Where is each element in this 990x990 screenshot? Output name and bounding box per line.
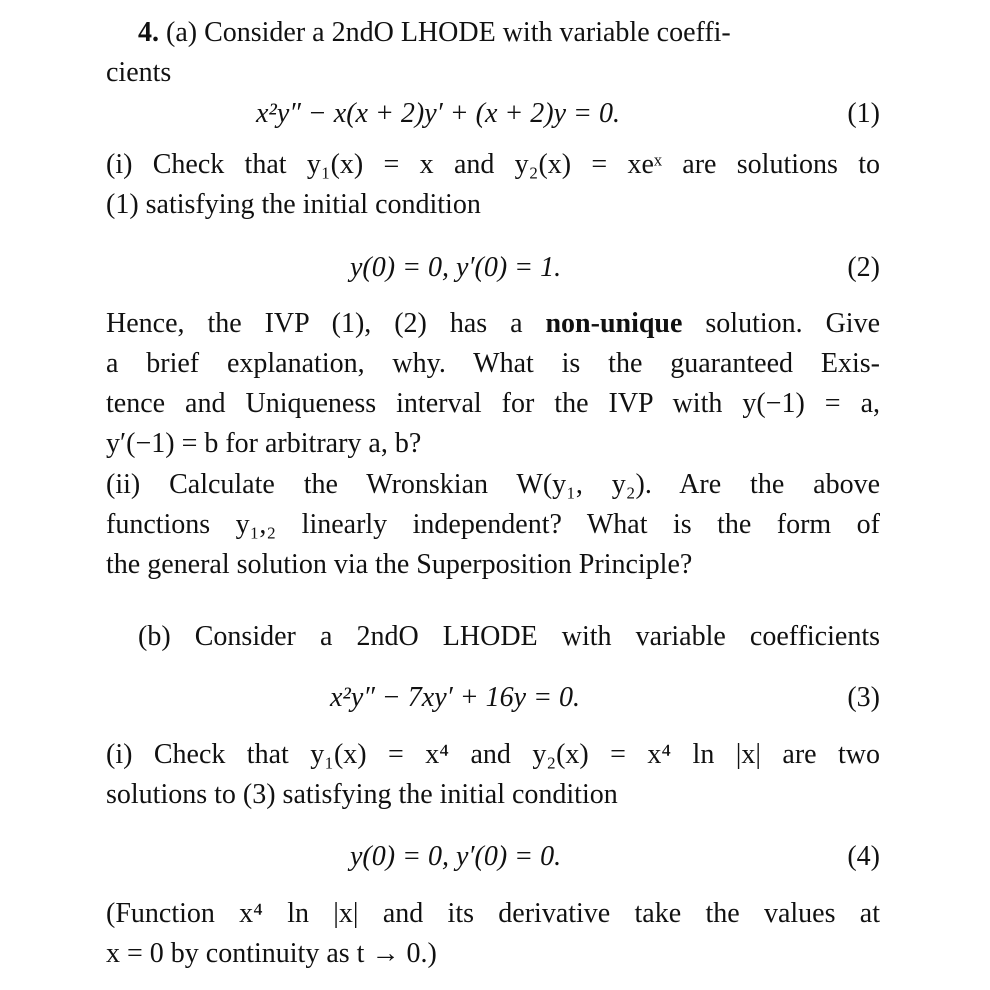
equation-4-label: (4) xyxy=(847,841,880,872)
hence-line-3: tence and Uniqueness interval for the IVP with y(−1) = a, xyxy=(106,388,880,419)
part-a-intro-line-2: cients xyxy=(106,57,172,88)
equation-3: x²y″ − 7xy′ + 16y = 0. xyxy=(330,682,581,713)
part-b-intro: (b) Consider a 2ndO LHODE with variable coefficients xyxy=(138,621,880,652)
equation-1: x²y″ − x(x + 2)y′ + (x + 2)y = 0. xyxy=(256,98,620,129)
part-a-intro-text: (a) Consider a 2ndO LHODE with variable coeffi- xyxy=(166,17,731,48)
note-line-2: x = 0 by continuity as t → 0.) xyxy=(106,938,437,969)
part-a-ii-line-2: functions y₁,₂ linearly independent? What is the form of xyxy=(106,509,880,540)
hence-line-1 xyxy=(106,307,880,341)
equation-4: y(0) = 0, y′(0) = 0. xyxy=(350,841,562,872)
hence-line-2: a brief explanation, why. What is the guaranteed Exis- xyxy=(106,348,880,379)
note-line-1: (Function x⁴ ln |x| and its derivative take the values at xyxy=(106,898,880,929)
part-a-intro-line-1 xyxy=(138,16,880,50)
part-b-i-line-2: solutions to (3) satisfying the initial condition xyxy=(106,779,618,810)
part-a-ii-line-1: (ii) Calculate the Wronskian W(y₁, y₂). Are the above xyxy=(106,469,880,500)
problem-number: 4. xyxy=(138,17,159,48)
part-a-i-line-1: (i) Check that y₁(x) = x and y₂(x) = xeˣ are solutions to xyxy=(106,149,880,180)
part-a-i-line-2: (1) satisfying the initial condition xyxy=(106,189,481,220)
part-b-i-line-1: (i) Check that y₁(x) = x⁴ and y₂(x) = x⁴ ln |x| are two xyxy=(106,739,880,770)
equation-2: y(0) = 0, y′(0) = 1. xyxy=(350,252,562,283)
non-unique-emphasis: non-unique xyxy=(545,308,683,339)
equation-2-label: (2) xyxy=(847,252,880,283)
hence-line-4: y′(−1) = b for arbitrary a, b? xyxy=(106,428,422,459)
hence-line-1-post: solution. Give xyxy=(705,308,880,339)
part-a-ii-line-3: the general solution via the Superposition Principle? xyxy=(106,549,693,580)
equation-1-label: (1) xyxy=(847,98,880,129)
hence-line-1-pre: Hence, the IVP (1), (2) has a xyxy=(106,308,523,339)
equation-3-label: (3) xyxy=(847,682,880,713)
